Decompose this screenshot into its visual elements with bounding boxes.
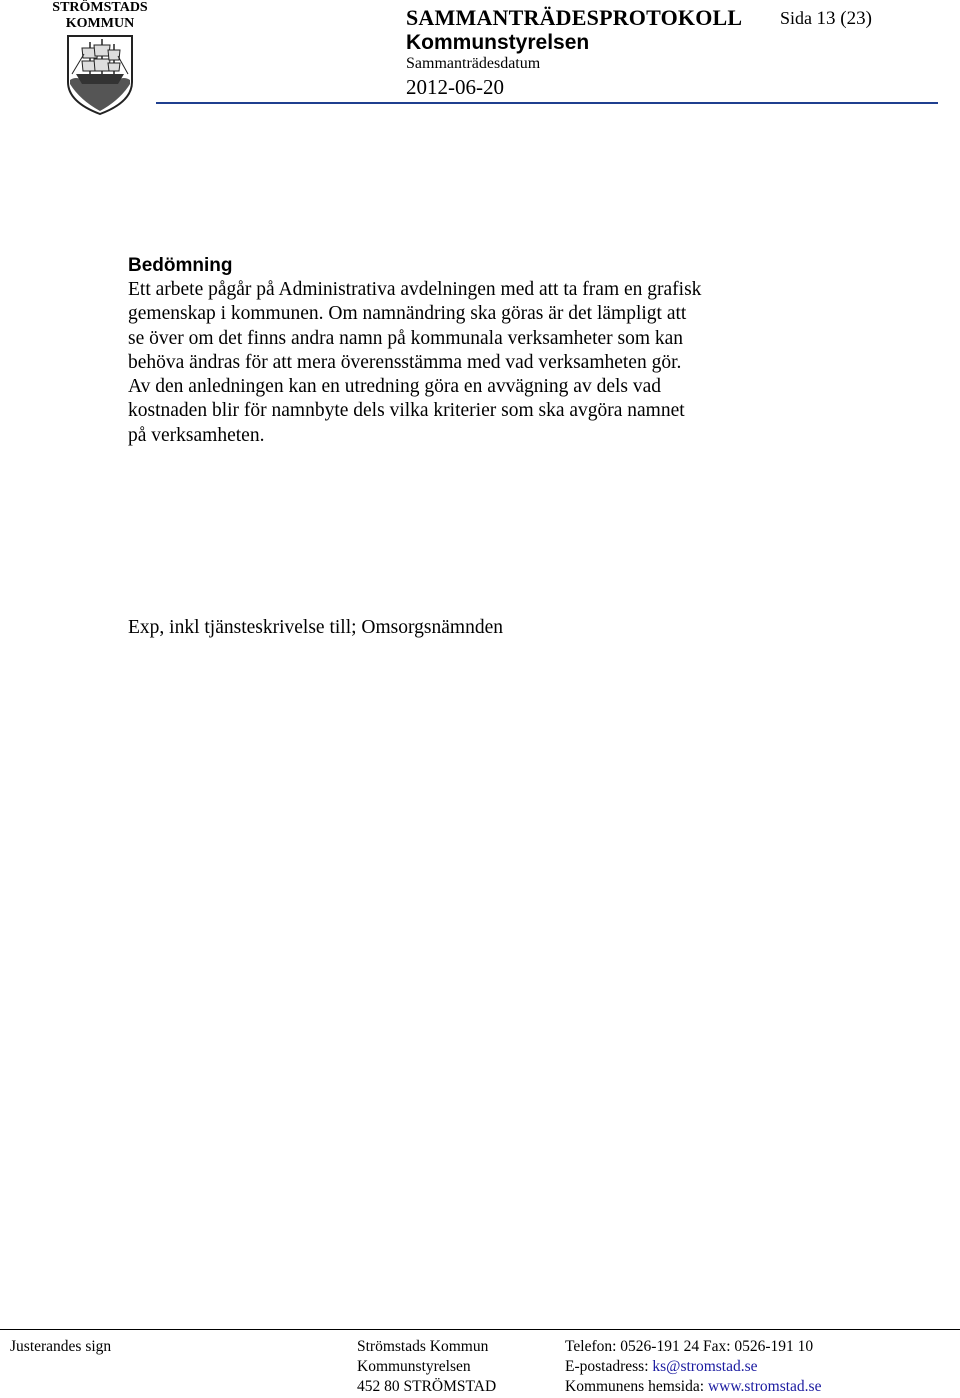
website-row (565, 1377, 821, 1397)
paragraph-line: Ett arbete pågår på Administrativa avdelningen med att ta fram en grafisk (128, 279, 702, 300)
paragraph-line: behöva ändras för att mera överensstämma med vad verksamheten gör. (128, 351, 682, 373)
phone-fax: Telefon: 0526-191 24 Fax: 0526-191 10 (565, 1338, 814, 1355)
meeting-date: 2012-06-20 (406, 75, 504, 99)
website-link[interactable]: www.stromstad.se (707, 1378, 822, 1395)
address-line: 452 80 STRÖMSTAD (357, 1378, 497, 1395)
page-indicator (780, 8, 872, 30)
postal-address (357, 1337, 496, 1397)
expedition-note: Exp, inkl tjänsteskrivelse till; Omsorgsnämnden (128, 617, 503, 638)
email-row (565, 1357, 821, 1377)
organization-name: STRÖMSTADS KOMMUN (52, 0, 148, 31)
assessment-paragraph (128, 278, 848, 448)
page-number: 13 (23) (816, 8, 872, 29)
paragraph-line: se över om det finns andra namn på kommunala verksamheter som kan (128, 327, 684, 349)
address-line: Strömstads Kommun (357, 1338, 489, 1355)
signature-label: Justerandes sign (10, 1338, 112, 1355)
website-label: Kommunens hemsida: (565, 1378, 708, 1395)
board-name: Kommunstyrelsen (406, 31, 590, 54)
address-line: Kommunstyrelsen (357, 1358, 471, 1375)
header-divider (156, 102, 938, 104)
paragraph-line: på verksamheten. (128, 424, 265, 446)
paragraph-line: Av den anledningen kan en utredning göra en avvägning av dels vad (128, 376, 662, 398)
protocol-title: SAMMANTRÄDESPROTOKOLL (406, 5, 743, 30)
section-heading: Bedömning (128, 255, 233, 276)
paragraph-line: kostnaden blir för namnbyte dels vilka kriterier som ska avgöra namnet (128, 400, 685, 422)
meeting-date-label: Sammanträdesdatum (406, 55, 541, 72)
email-label: E-postadress: (565, 1358, 653, 1375)
contact-info (565, 1337, 821, 1397)
footer-divider (0, 1329, 960, 1330)
paragraph-line: gemenskap i kommunen. Om namnändring ska göras är det lämpligt att (128, 303, 687, 325)
municipal-crest-icon (64, 34, 136, 116)
email-link[interactable]: ks@stromstad.se (652, 1358, 758, 1375)
page-label: Sida (780, 8, 813, 28)
